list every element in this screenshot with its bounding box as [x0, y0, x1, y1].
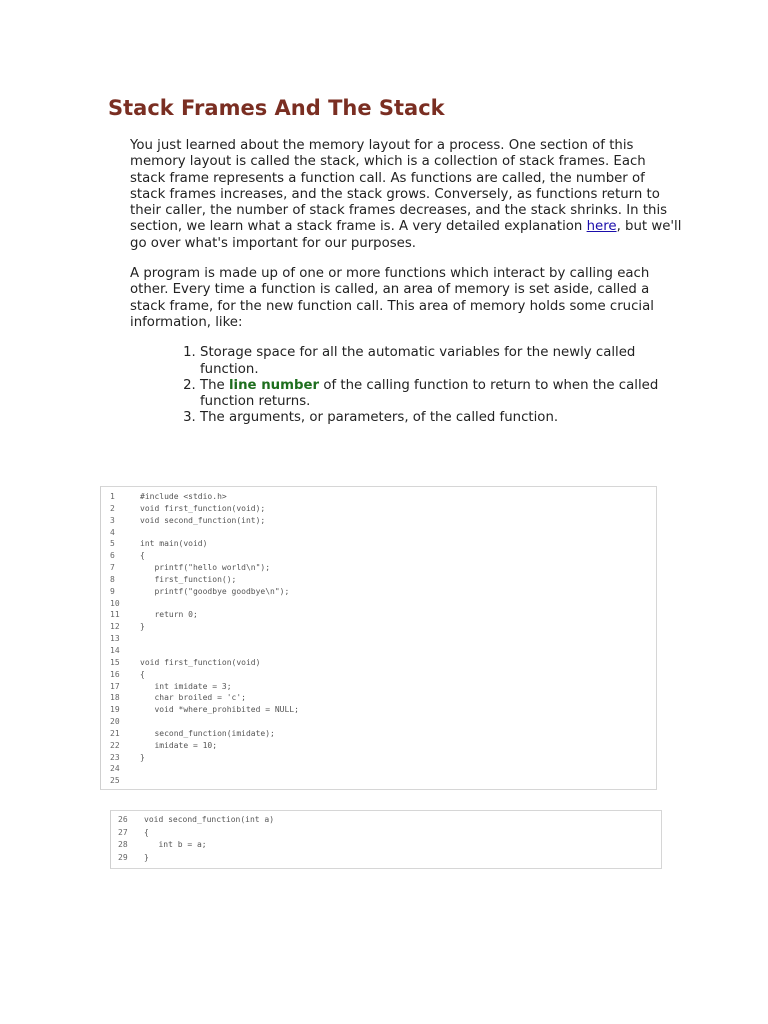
code-line [101, 503, 656, 515]
code-line [101, 491, 656, 503]
code-text: #include <stdio.h> [140, 492, 227, 501]
line-number: 6 [110, 551, 115, 561]
line-number: 4 [110, 527, 115, 537]
line-number: 20 [110, 717, 120, 727]
line-number: 2 [110, 503, 115, 513]
code-line [101, 763, 656, 775]
code-text: printf("hello world\n"); [140, 563, 271, 573]
code-line [101, 645, 656, 657]
code-text: char broiled = 'c'; [140, 693, 246, 703]
code-text: int imidate = 3; [140, 681, 232, 691]
code-text: void second_function(int); [140, 515, 266, 525]
code-line [101, 562, 656, 574]
page-title: Stack Frames And The Stack [108, 96, 445, 120]
line-number: 9 [110, 586, 115, 596]
code-line [101, 621, 656, 633]
list-item: 3. The arguments, or parameters, of the called function. [200, 410, 682, 426]
code-line [101, 728, 656, 740]
code-line [101, 752, 656, 764]
intro-paragraph [130, 138, 682, 252]
line-number: 29 [118, 852, 128, 862]
line-number: 25 [110, 776, 120, 786]
line-number: 24 [110, 764, 120, 774]
code-line [101, 669, 656, 681]
line-number: 26 [118, 815, 128, 824]
code-line [101, 692, 656, 704]
code-line [101, 609, 656, 621]
code-line [101, 515, 656, 527]
code-text: } [144, 852, 149, 862]
line-number: 14 [110, 645, 120, 655]
line-number: 3 [110, 515, 115, 525]
code-text: printf("goodbye goodbye\n"); [140, 586, 290, 596]
list-item-text-end: of the calling function to return to when the called function returns. [200, 377, 659, 410]
code-line [101, 598, 656, 610]
code-text: void second_function(int a) [144, 815, 275, 824]
code-line [101, 550, 656, 562]
code-line [101, 704, 656, 716]
line-number: 13 [110, 634, 120, 644]
line-number: 12 [110, 622, 120, 632]
line-number: 23 [110, 752, 120, 762]
code-line [101, 574, 656, 586]
code-line [101, 657, 656, 669]
line-number: 19 [110, 705, 120, 715]
code-line [101, 681, 656, 693]
code-text: void first_function(void); [140, 503, 266, 513]
line-number: 15 [110, 657, 120, 667]
line-number: 17 [110, 681, 120, 691]
article-body [130, 138, 682, 427]
line-number-highlight: line number [228, 377, 320, 393]
line-number: 10 [110, 598, 120, 608]
code-text: first_function(); [140, 574, 237, 584]
line-number: 21 [110, 728, 120, 738]
code-text: void first_function(void) [140, 657, 261, 667]
code-line [101, 538, 656, 550]
code-text: second_function(imidate); [140, 728, 275, 738]
code-line [111, 827, 661, 840]
line-number: 28 [118, 840, 128, 850]
line-number: 27 [118, 827, 128, 837]
line-number: 18 [110, 693, 120, 703]
code-text: void *where_prohibited = NULL; [140, 705, 299, 715]
code-text: int main(void) [140, 539, 208, 549]
list-item: 1. Storage space for all the automatic variables for the newly called function. [200, 345, 682, 378]
line-number: 7 [110, 563, 115, 573]
line-number: 5 [110, 539, 115, 549]
code-line [101, 633, 656, 645]
intro-text: You just learned about the memory layout for a process. One section of this memory layout is called the stack, which is a collection of stack frames. Each stack frame represents a function call. As functions are called, the number of stack frames increases, and the stack grows. Conversely, as functions return to their caller, the number of stack frames decreases, and the stack shrinks. In this section, we learn what a stack frame is. A very detailed explanation [130, 138, 668, 235]
intro-text-end: , but we'll go over what's important for our purposes. [130, 219, 682, 251]
line-number: 11 [110, 610, 120, 620]
line-number: 1 [110, 492, 115, 501]
list-item [200, 378, 682, 411]
code-line [101, 716, 656, 728]
code-listing-main [100, 486, 657, 790]
code-text: imidate = 10; [140, 740, 218, 750]
code-line [101, 527, 656, 539]
code-listing-second-function [110, 810, 662, 869]
code-text: { [140, 669, 145, 679]
code-line [101, 775, 656, 787]
line-number: 22 [110, 740, 120, 750]
code-line [101, 740, 656, 752]
list-item-text: The [200, 377, 229, 393]
code-text: return 0; [140, 610, 198, 620]
line-number: 16 [110, 669, 120, 679]
code-line [111, 814, 661, 827]
code-text: } [140, 752, 145, 762]
code-line [111, 839, 661, 852]
here-link[interactable]: here [586, 219, 617, 235]
code-line [111, 852, 661, 865]
line-number: 8 [110, 574, 115, 584]
stack-frame-contents-list [130, 345, 682, 426]
code-line [101, 586, 656, 598]
code-text: } [140, 622, 145, 632]
code-text: { [140, 551, 145, 561]
program-paragraph: A program is made up of one or more functions which interact by calling each other. Every time a function is called, an area of memory is set aside, called a stack frame, for the new function call. This area of memory holds some crucial information, like: [130, 266, 654, 330]
code-text: int b = a; [144, 840, 207, 850]
code-text: { [144, 827, 149, 837]
